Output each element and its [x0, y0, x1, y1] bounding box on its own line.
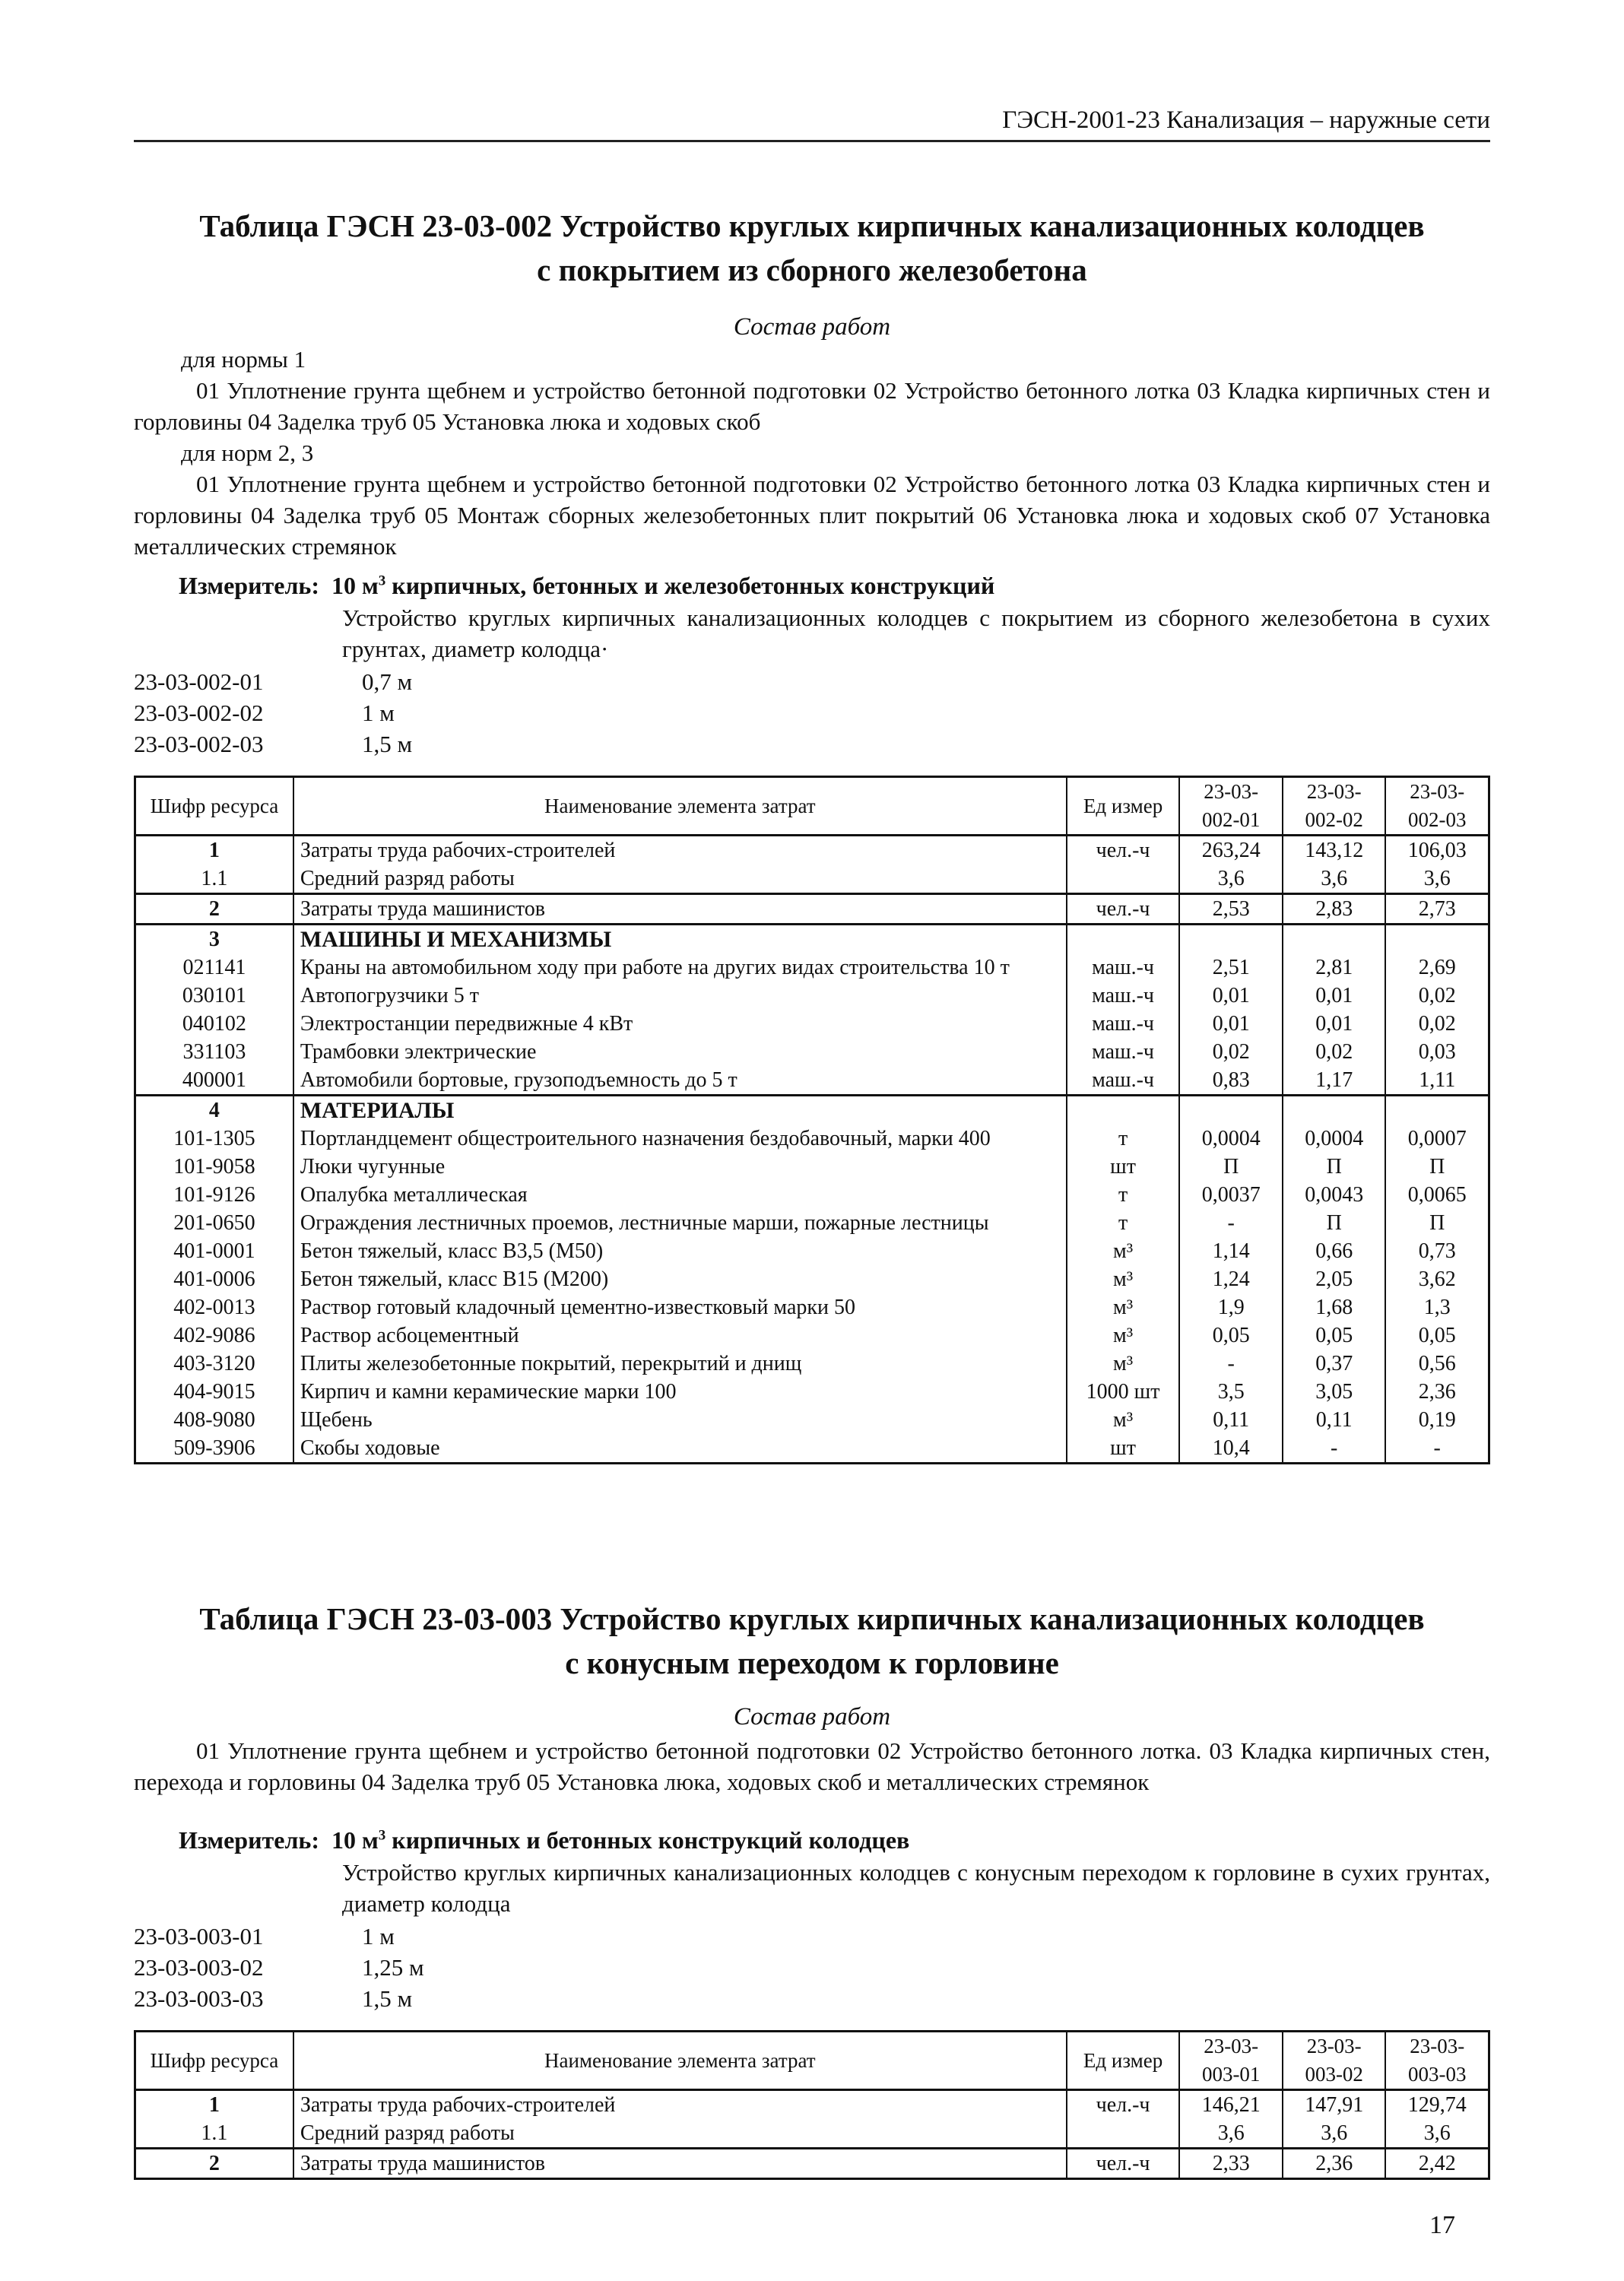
value-col-3 — [1385, 925, 1489, 954]
value-col-3 — [1385, 1096, 1489, 1125]
variant-value: 1 м — [362, 700, 395, 726]
resource-code: 1.1 — [135, 2119, 293, 2149]
table-row — [135, 1153, 1489, 1181]
value-col-1: 0,0037 — [1179, 1181, 1283, 1209]
resource-code: 1 — [135, 836, 293, 865]
resource-unit: м³ — [1067, 1293, 1180, 1321]
value-col-1: 0,02 — [1179, 1038, 1283, 1066]
resource-name: Портландцемент общестроительного назначения бездобавочный, марки 400 — [293, 1125, 1067, 1153]
header-col-1: 23-03-003-01 — [1179, 2032, 1283, 2090]
works-label-norm-1: для нормы 1 — [181, 346, 306, 373]
variant-value: 1,5 м — [362, 1985, 413, 2012]
works-label-norm-2-3: для норм 2, 3 — [181, 439, 314, 466]
resource-name: Средний разряд работы — [293, 2119, 1067, 2149]
resource-code: 021141 — [135, 953, 293, 982]
meter-value: 10 м — [331, 1826, 379, 1854]
resource-code: 408-9080 — [135, 1406, 293, 1434]
resource-name: Затраты труда машинистов — [293, 2149, 1067, 2179]
meter-sup: 3 — [378, 573, 386, 589]
value-col-2: 1,68 — [1283, 1293, 1386, 1321]
value-col-2: 147,91 — [1283, 2090, 1386, 2120]
header-name: Наименование элемента затрат — [293, 777, 1067, 836]
table-row — [135, 982, 1489, 1010]
value-col-2: 0,01 — [1283, 1010, 1386, 1038]
value-col-3: 0,05 — [1385, 1321, 1489, 1350]
table-row — [135, 1434, 1489, 1464]
header-col-3: 23-03-002-03 — [1385, 777, 1489, 836]
resource-unit: шт — [1067, 1434, 1180, 1464]
value-col-2: 0,05 — [1283, 1321, 1386, 1350]
resource-unit: 1000 шт — [1067, 1378, 1180, 1406]
value-col-2: 143,12 — [1283, 836, 1386, 865]
resource-name: МАТЕРИАЛЫ — [293, 1096, 1067, 1125]
works-text-norm-2-3: 01 Уплотнение грунта щебнем и устройство бетонной подготовки 02 Устройство бетонного лотка 03 Кладка кирпичных стен и горловины 04 Заделка труб 05 Монтаж сборных железобетонных плит покрытий 06 Установка люка и ходовых скоб 07 Установка металлических стремянок — [134, 471, 1490, 560]
works-text-norm-1: 01 Уплотнение грунта щебнем и устройство бетонной подготовки 02 Устройство бетонного лотка 03 Кладка кирпичных стен и горловины 04 Заделка труб 05 Установка люка и ходовых скоб — [134, 377, 1490, 435]
resource-code: 402-0013 — [135, 1293, 293, 1321]
works-composition — [134, 1735, 1490, 1797]
resource-code: 404-9015 — [135, 1378, 293, 1406]
resource-name: Раствор асбоцементный — [293, 1321, 1067, 1350]
table-row — [135, 2149, 1489, 2179]
value-col-1: 0,83 — [1179, 1066, 1283, 1096]
resource-unit: маш.-ч — [1067, 982, 1180, 1010]
variant-code: 23-03-002-02 — [134, 700, 264, 726]
table-title-23-03-002 — [134, 204, 1490, 292]
resource-name: МАШИНЫ И МЕХАНИЗМЫ — [293, 925, 1067, 954]
table-row — [135, 864, 1489, 894]
value-col-1: 1,14 — [1179, 1237, 1283, 1265]
resource-name: Опалубка металлическая — [293, 1181, 1067, 1209]
value-col-1: 0,01 — [1179, 1010, 1283, 1038]
header-col-2: 23-03-003-02 — [1283, 2032, 1386, 2090]
table-row — [135, 836, 1489, 865]
resource-code: 509-3906 — [135, 1434, 293, 1464]
resource-code: 1 — [135, 2090, 293, 2120]
norm-description: Устройство круглых кирпичных канализационных колодцев с покрытием из сборного железобетона в сухих грунтах, диаметр колодца· — [342, 604, 1490, 662]
resource-unit: чел.-ч — [1067, 2149, 1180, 2179]
value-col-2: 2,83 — [1283, 894, 1386, 925]
value-col-3: 3,6 — [1385, 2119, 1489, 2149]
value-col-3: 2,69 — [1385, 953, 1489, 982]
table-title-line2: с конусным переходом к горловине — [565, 1645, 1059, 1680]
value-col-2: П — [1283, 1209, 1386, 1237]
running-head: ГЭСН-2001-23 Канализация – наружные сети — [134, 103, 1490, 142]
resource-unit: чел.-ч — [1067, 894, 1180, 925]
meter-label: Измеритель: — [179, 1826, 319, 1854]
variant-item — [134, 1952, 424, 1983]
value-col-1: - — [1179, 1350, 1283, 1378]
resource-code: 101-9058 — [135, 1153, 293, 1181]
value-col-2: 3,6 — [1283, 2119, 1386, 2149]
resource-name: Кирпич и камни керамические марки 100 — [293, 1378, 1067, 1406]
value-col-3: 0,02 — [1385, 982, 1489, 1010]
resource-code: 403-3120 — [135, 1350, 293, 1378]
resource-unit — [1067, 1096, 1180, 1125]
value-col-3: 0,56 — [1385, 1350, 1489, 1378]
variant-value: 1,5 м — [362, 731, 413, 757]
value-col-3: 0,0007 — [1385, 1125, 1489, 1153]
works-text: 01 Уплотнение грунта щебнем и устройство бетонной подготовки 02 Устройство бетонного лотка. 03 Кладка кирпичных стен, перехода и горловины 04 Заделка труб 05 Установка люка, ходовых скоб и металлических стремянок — [134, 1737, 1490, 1795]
resource-name: Скобы ходовые — [293, 1434, 1067, 1464]
value-col-3: 3,62 — [1385, 1265, 1489, 1293]
value-col-1: 3,6 — [1179, 864, 1283, 894]
resource-code: 3 — [135, 925, 293, 954]
value-col-2: 0,01 — [1283, 982, 1386, 1010]
resource-code: 2 — [135, 2149, 293, 2179]
resource-name: Люки чугунные — [293, 1153, 1067, 1181]
norm-description: Устройство круглых кирпичных канализационных колодцев с конусным переходом к горловине в сухих грунтах, диаметр колодца — [342, 1859, 1490, 1917]
table-row — [135, 894, 1489, 925]
resource-unit: чел.-ч — [1067, 2090, 1180, 2120]
table-row — [135, 1038, 1489, 1066]
value-col-3: 1,3 — [1385, 1293, 1489, 1321]
table-row — [135, 1378, 1489, 1406]
table-row — [135, 1237, 1489, 1265]
table-row — [135, 1350, 1489, 1378]
value-col-2: 2,36 — [1283, 2149, 1386, 2179]
variant-list — [134, 1921, 424, 2014]
value-col-1: 263,24 — [1179, 836, 1283, 865]
meter-line — [179, 572, 994, 600]
resource-unit: м³ — [1067, 1265, 1180, 1293]
resource-code: 040102 — [135, 1010, 293, 1038]
value-col-3: П — [1385, 1209, 1489, 1237]
header-unit: Ед измер — [1067, 2032, 1180, 2090]
meter-value: 10 м — [331, 572, 379, 599]
resource-code: 101-9126 — [135, 1181, 293, 1209]
value-col-3: 2,42 — [1385, 2149, 1489, 2179]
table-row — [135, 1010, 1489, 1038]
resource-table-23-03-002 — [134, 776, 1490, 1464]
value-col-1: 1,24 — [1179, 1265, 1283, 1293]
works-composition-heading: Состав работ — [733, 1703, 891, 1731]
value-col-1: - — [1179, 1209, 1283, 1237]
variant-value: 0,7 м — [362, 668, 413, 695]
table-title-line2: с покрытием из сборного железобетона — [537, 252, 1087, 287]
resource-name: Автопогрузчики 5 т — [293, 982, 1067, 1010]
value-col-1: 0,01 — [1179, 982, 1283, 1010]
table-row — [135, 1321, 1489, 1350]
table-row — [135, 1209, 1489, 1237]
value-col-1: 2,33 — [1179, 2149, 1283, 2179]
value-col-3: 129,74 — [1385, 2090, 1489, 2120]
resource-name: Затраты труда рабочих-строителей — [293, 836, 1067, 865]
value-col-3: 3,6 — [1385, 864, 1489, 894]
value-col-2: - — [1283, 1434, 1386, 1464]
header-col-3: 23-03-003-03 — [1385, 2032, 1489, 2090]
meter-text: кирпичных, бетонных и железобетонных конструкций — [392, 572, 995, 599]
resource-unit: м³ — [1067, 1406, 1180, 1434]
resource-name: Раствор готовый кладочный цементно-известковый марки 50 — [293, 1293, 1067, 1321]
variant-item — [134, 666, 412, 697]
value-col-2 — [1283, 1096, 1386, 1125]
header-col-2: 23-03-002-02 — [1283, 777, 1386, 836]
table-row — [135, 2090, 1489, 2120]
table-title-line1: Таблица ГЭСН 23-03-003 Устройство круглых кирпичных канализационных колодцев — [199, 1601, 1425, 1636]
resource-name: Трамбовки электрические — [293, 1038, 1067, 1066]
resource-code: 201-0650 — [135, 1209, 293, 1237]
value-col-3: 0,0065 — [1385, 1181, 1489, 1209]
variant-item — [134, 697, 412, 728]
value-col-1: 10,4 — [1179, 1434, 1283, 1464]
value-col-1: 0,11 — [1179, 1406, 1283, 1434]
resource-unit: т — [1067, 1181, 1180, 1209]
value-col-1 — [1179, 925, 1283, 954]
resource-unit: т — [1067, 1125, 1180, 1153]
variant-list — [134, 666, 412, 760]
variant-value: 1 м — [362, 1923, 395, 1949]
value-col-2: 0,11 — [1283, 1406, 1386, 1434]
value-col-3: 106,03 — [1385, 836, 1489, 865]
value-col-3: 0,73 — [1385, 1237, 1489, 1265]
resource-code: 030101 — [135, 982, 293, 1010]
resource-unit: м³ — [1067, 1350, 1180, 1378]
variant-item — [134, 1983, 424, 2014]
table-row — [135, 1125, 1489, 1153]
value-col-1: 2,51 — [1179, 953, 1283, 982]
table-section-row — [135, 1096, 1489, 1125]
resource-unit: маш.-ч — [1067, 1038, 1180, 1066]
resource-name: Плиты железобетонные покрытий, перекрытий и днищ — [293, 1350, 1067, 1378]
value-col-3: 2,36 — [1385, 1378, 1489, 1406]
resource-code: 402-9086 — [135, 1321, 293, 1350]
meter-line — [179, 1826, 909, 1854]
table-row — [135, 1265, 1489, 1293]
variant-code: 23-03-002-03 — [134, 731, 264, 757]
table-row — [135, 1406, 1489, 1434]
value-col-1: П — [1179, 1153, 1283, 1181]
variant-code: 23-03-003-02 — [134, 1954, 264, 1981]
value-col-3: 0,19 — [1385, 1406, 1489, 1434]
resource-code: 400001 — [135, 1066, 293, 1096]
value-col-2: 3,6 — [1283, 864, 1386, 894]
value-col-3: 0,02 — [1385, 1010, 1489, 1038]
value-col-2: П — [1283, 1153, 1386, 1181]
table-title-23-03-003 — [134, 1597, 1490, 1685]
value-col-1: 0,0004 — [1179, 1125, 1283, 1153]
value-col-2: 0,66 — [1283, 1237, 1386, 1265]
works-composition — [134, 344, 1490, 562]
header-code: Шифр ресурса — [135, 2032, 293, 2090]
resource-unit: маш.-ч — [1067, 953, 1180, 982]
value-col-2: 0,37 — [1283, 1350, 1386, 1378]
variant-value: 1,25 м — [362, 1954, 424, 1981]
resource-code: 1.1 — [135, 864, 293, 894]
resource-code: 4 — [135, 1096, 293, 1125]
resource-name: Краны на автомобильном ходу при работе на других видах строительства 10 т — [293, 953, 1067, 982]
header-code: Шифр ресурса — [135, 777, 293, 836]
resource-code: 331103 — [135, 1038, 293, 1066]
resource-name: Бетон тяжелый, класс В3,5 (М50) — [293, 1237, 1067, 1265]
variant-item — [134, 1921, 424, 1952]
resource-unit: м³ — [1067, 1321, 1180, 1350]
value-col-1: 146,21 — [1179, 2090, 1283, 2120]
resource-unit: маш.-ч — [1067, 1066, 1180, 1096]
value-col-2: 0,0004 — [1283, 1125, 1386, 1153]
resource-name: Бетон тяжелый, класс В15 (М200) — [293, 1265, 1067, 1293]
value-col-1: 3,6 — [1179, 2119, 1283, 2149]
resource-name: Средний разряд работы — [293, 864, 1067, 894]
resource-code: 401-0001 — [135, 1237, 293, 1265]
resource-unit: т — [1067, 1209, 1180, 1237]
value-col-2: 2,05 — [1283, 1265, 1386, 1293]
value-col-1 — [1179, 1096, 1283, 1125]
resource-unit: м³ — [1067, 1237, 1180, 1265]
variant-item — [134, 728, 412, 760]
resource-unit: чел.-ч — [1067, 836, 1180, 865]
table-title-line1: Таблица ГЭСН 23-03-002 Устройство круглых кирпичных канализационных колодцев — [199, 208, 1425, 243]
resource-unit — [1067, 925, 1180, 954]
meter-label: Измеритель: — [179, 572, 319, 599]
resource-name: Затраты труда рабочих-строителей — [293, 2090, 1067, 2120]
meter-text: кирпичных и бетонных конструкций колодцев — [392, 1826, 910, 1854]
value-col-2: 0,02 — [1283, 1038, 1386, 1066]
resource-name: Затраты труда машинистов — [293, 894, 1067, 925]
resource-unit: шт — [1067, 1153, 1180, 1181]
table-header-row — [135, 777, 1489, 836]
table-header-row — [135, 2032, 1489, 2090]
table-row — [135, 2119, 1489, 2149]
resource-unit — [1067, 2119, 1180, 2149]
table-row — [135, 1293, 1489, 1321]
value-col-3: 2,73 — [1385, 894, 1489, 925]
resource-table-23-03-003 — [134, 2030, 1490, 2180]
value-col-1: 3,5 — [1179, 1378, 1283, 1406]
resource-unit: маш.-ч — [1067, 1010, 1180, 1038]
table-row — [135, 1181, 1489, 1209]
table-row — [135, 1066, 1489, 1096]
table-section-row — [135, 925, 1489, 954]
value-col-3: 0,03 — [1385, 1038, 1489, 1066]
value-col-3: П — [1385, 1153, 1489, 1181]
table-row — [135, 953, 1489, 982]
works-composition-heading: Состав работ — [733, 313, 891, 341]
value-col-1: 0,05 — [1179, 1321, 1283, 1350]
resource-code: 401-0006 — [135, 1265, 293, 1293]
resource-name: Ограждения лестничных проемов, лестничные марши, пожарные лестницы — [293, 1209, 1067, 1237]
value-col-2: 2,81 — [1283, 953, 1386, 982]
header-name: Наименование элемента затрат — [293, 2032, 1067, 2090]
resource-unit — [1067, 864, 1180, 894]
value-col-1: 1,9 — [1179, 1293, 1283, 1321]
resource-name: Щебень — [293, 1406, 1067, 1434]
header-col-1: 23-03-002-01 — [1179, 777, 1283, 836]
value-col-3: 1,11 — [1385, 1066, 1489, 1096]
value-col-2 — [1283, 925, 1386, 954]
resource-code: 2 — [135, 894, 293, 925]
meter-sup: 3 — [378, 1827, 386, 1844]
value-col-3: - — [1385, 1434, 1489, 1464]
value-col-2: 1,17 — [1283, 1066, 1386, 1096]
resource-code: 101-1305 — [135, 1125, 293, 1153]
variant-code: 23-03-003-01 — [134, 1923, 264, 1949]
header-unit: Ед измер — [1067, 777, 1180, 836]
page-number: 17 — [1429, 2211, 1455, 2239]
resource-name: Электростанции передвижные 4 кВт — [293, 1010, 1067, 1038]
variant-code: 23-03-002-01 — [134, 668, 264, 695]
resource-name: Автомобили бортовые, грузоподъемность до 5 т — [293, 1066, 1067, 1096]
value-col-2: 0,0043 — [1283, 1181, 1386, 1209]
value-col-1: 2,53 — [1179, 894, 1283, 925]
value-col-2: 3,05 — [1283, 1378, 1386, 1406]
variant-code: 23-03-003-03 — [134, 1985, 264, 2012]
